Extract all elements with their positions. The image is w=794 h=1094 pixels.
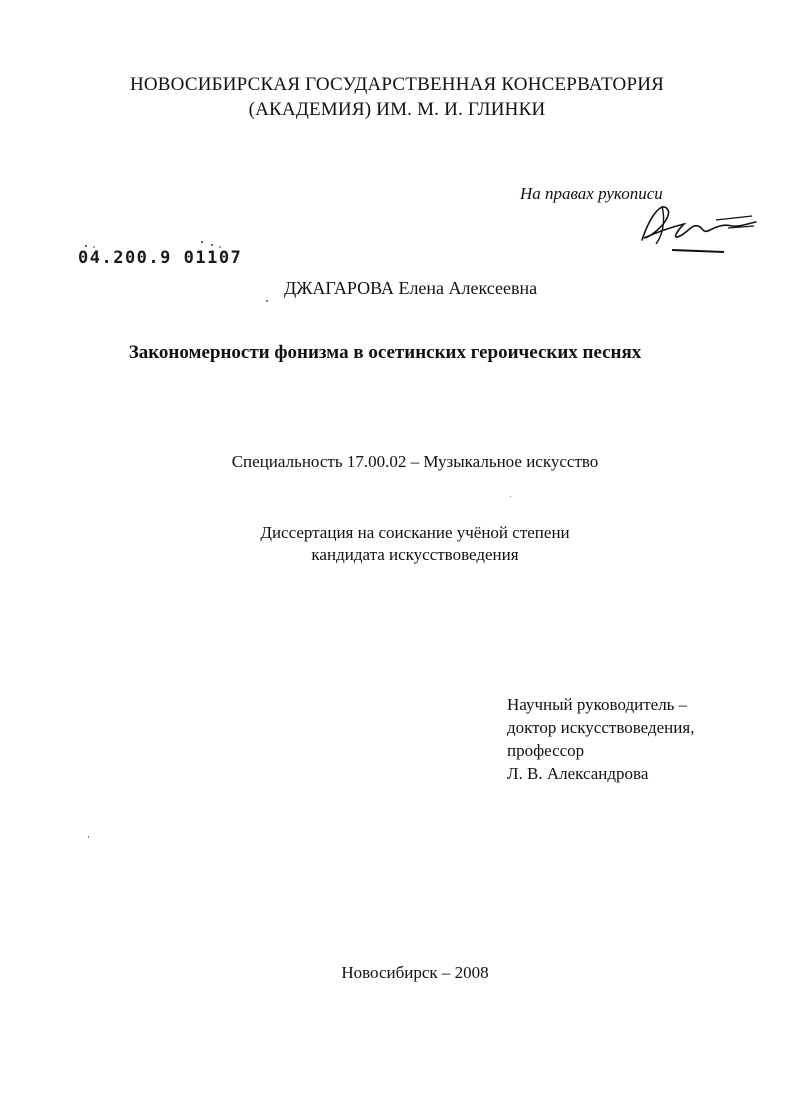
supervisor-line-4: Л. В. Александрова [507, 764, 649, 783]
scan-speck [88, 836, 89, 838]
handwritten-signature [632, 196, 762, 260]
institution-line-2: (АКАДЕМИЯ) ИМ. М. И. ГЛИНКИ [248, 99, 546, 120]
author-name: ДЖАГАРОВА Елена Алексеевна [284, 278, 538, 298]
institution-header [0, 72, 794, 122]
degree-line-1: Диссертация на соискание учёной степени [260, 523, 570, 542]
supervisor-line-2: доктор искусствоведения, [507, 718, 695, 737]
scan-speck [510, 496, 511, 497]
specialty-line: Специальность 17.00.02 – Музыкальное искусство [231, 452, 599, 471]
rights-note: На правах рукописи [520, 184, 663, 203]
supervisor-line-1: Научный руководитель – [507, 695, 688, 714]
registration-stamp: 04.200.9 01107 [78, 248, 243, 268]
degree-statement [0, 522, 794, 566]
dissertation-title: Закономерности фонизма в осетинских героических песнях [128, 342, 642, 363]
institution-line-1: НОВОСИБИРСКАЯ ГОСУДАРСТВЕННАЯ КОНСЕРВАТОРИЯ [129, 74, 665, 95]
supervisor-block [507, 693, 694, 785]
city-year: Новосибирск – 2008 [341, 963, 489, 982]
scan-speck [266, 300, 268, 302]
degree-line-2: кандидата искусствоведения [311, 545, 519, 564]
supervisor-line-3: профессор [507, 741, 585, 760]
